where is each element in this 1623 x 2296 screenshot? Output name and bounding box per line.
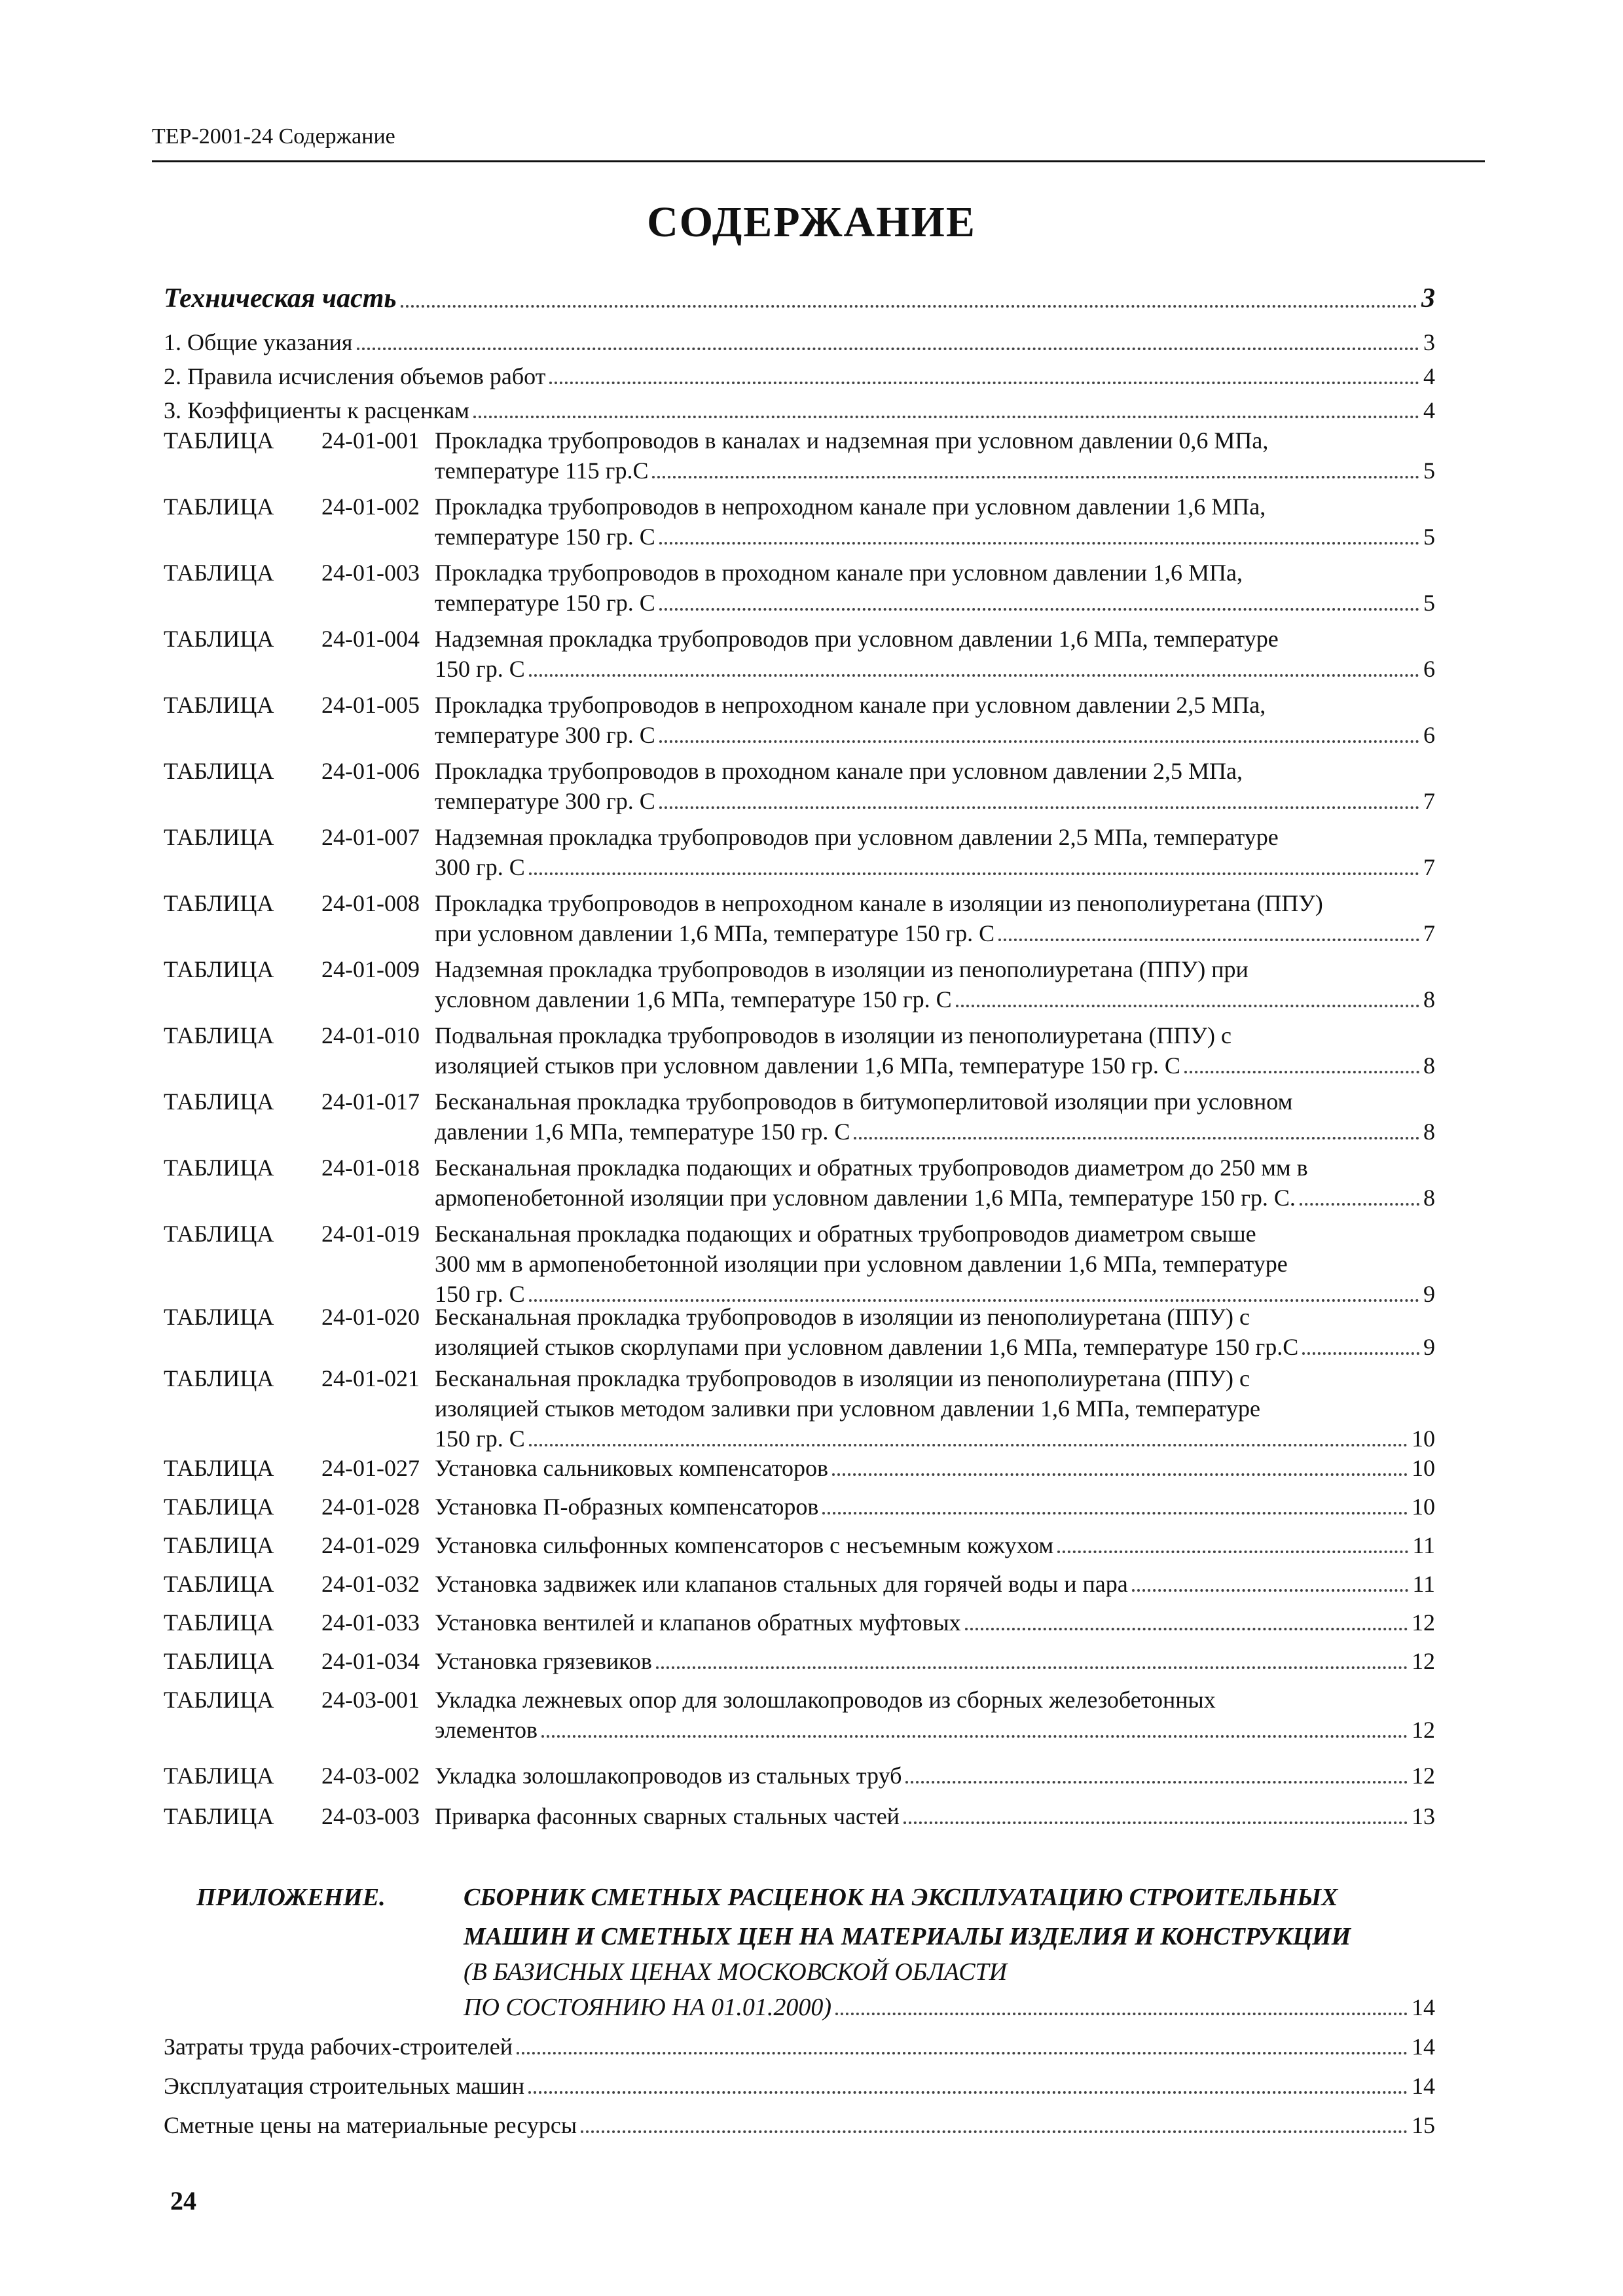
description-line: Прокладка трубопроводов в непроходном канале при условном давлении 1,6 МПа, <box>435 493 1266 520</box>
toc-table-entry[interactable] <box>164 1761 1435 1791</box>
description-last-line <box>435 1492 1435 1522</box>
toc-entry-page: 10 <box>1412 1494 1435 1520</box>
description-line: Приварка фасонных сварных стальных частей <box>435 1803 900 1829</box>
dot-leader <box>528 2091 1408 2094</box>
toc-entry-page: 13 <box>1412 1803 1435 1829</box>
description-line: Установка П-образных компенсаторов <box>435 1494 819 1520</box>
description-line: Укладка золошлакопроводов из стальных труб <box>435 1763 902 1789</box>
toc-entry-page: 14 <box>1412 1994 1435 2020</box>
toc-entry-section[interactable] <box>164 395 1435 425</box>
table-description <box>435 1569 1435 1599</box>
table-code: 24-01-032 <box>321 1571 420 1597</box>
toc-entry-page: 12 <box>1412 1609 1435 1636</box>
table-kind-label: ТАБЛИЦА <box>164 1763 274 1789</box>
description-last-line <box>435 1715 1435 1745</box>
table-kind-label: ТАБЛИЦА <box>164 758 274 784</box>
table-description <box>435 425 1435 486</box>
table-kind-label: ТАБЛИЦА <box>164 1532 274 1558</box>
table-description <box>435 1153 1435 1213</box>
toc-table-entry[interactable] <box>164 1607 1435 1638</box>
table-kind-label: ТАБЛИЦА <box>164 1088 274 1115</box>
appendix-label: ПРИЛОЖЕНИЕ. <box>196 1884 386 1911</box>
dot-leader <box>652 476 1419 478</box>
toc-entry-appendix[interactable] <box>464 1992 1435 2022</box>
toc-entry-page: 14 <box>1412 2034 1435 2060</box>
description-last-line <box>435 1801 1435 1831</box>
table-description <box>435 1302 1435 1362</box>
description-line: Установка грязевиков <box>435 1648 652 1674</box>
description-line: Надземная прокладка трубопроводов при условном давлении 1,6 МПа, температуре <box>435 626 1279 652</box>
description-line: изоляцией стыков методом заливки при условном давлении 1,6 МПа, температуре <box>435 1395 1260 1422</box>
toc-entry-page: 3 <box>1423 329 1435 355</box>
toc-entry-technical-part[interactable] <box>164 281 1435 315</box>
description-last-line <box>435 1183 1435 1213</box>
description-last-line <box>435 1530 1435 1560</box>
toc-entry-page: 3 <box>1421 283 1435 314</box>
table-code: 24-01-027 <box>321 1455 420 1481</box>
toc-entry-page: 9 <box>1423 1334 1435 1360</box>
toc-entry-page: 11 <box>1412 1532 1435 1558</box>
table-kind-label: ТАБЛИЦА <box>164 1609 274 1636</box>
description-line: температуре 115 гр.С <box>435 457 649 484</box>
description-line: Надземная прокладка трубопроводов в изоляции из пенополиуретана (ППУ) при <box>435 956 1249 982</box>
appendix-title-line: ПО СОСТОЯНИЮ НА 01.01.2000) <box>464 1994 832 2021</box>
dot-leader <box>1057 1551 1408 1553</box>
toc-table-entry[interactable] <box>164 888 1435 948</box>
toc-entry-page: 8 <box>1423 986 1435 1013</box>
description-line: температуре 300 гр. С <box>435 722 655 748</box>
toc-table-entry[interactable] <box>164 1530 1435 1560</box>
toc-table-entry[interactable] <box>164 1363 1435 1454</box>
toc-entry-page: 7 <box>1423 788 1435 814</box>
table-description <box>435 1020 1435 1081</box>
toc-table-entry[interactable] <box>164 425 1435 486</box>
description-line: Прокладка трубопроводов в каналах и надземная при условном давлении 0,6 МПа, <box>435 427 1269 454</box>
header-divider <box>152 160 1485 162</box>
description-last-line <box>435 984 1435 1014</box>
toc-entry-label: Затраты труда рабочих-строителей <box>164 2034 513 2060</box>
dot-leader <box>832 1473 1408 1476</box>
table-kind-label: ТАБЛИЦА <box>164 824 274 850</box>
toc-entry-label: Сметные цены на материальные ресурсы <box>164 2112 577 2138</box>
table-description <box>435 1607 1435 1638</box>
description-line: 150 гр. С <box>435 1426 525 1452</box>
table-description <box>435 1685 1435 1745</box>
dot-leader <box>581 2130 1408 2133</box>
toc-entry-page: 11 <box>1412 1571 1435 1597</box>
table-description <box>435 1086 1435 1147</box>
description-last-line <box>435 1607 1435 1638</box>
description-line: температуре 300 гр. С <box>435 788 655 814</box>
table-code: 24-01-034 <box>321 1648 420 1674</box>
table-kind-label: ТАБЛИЦА <box>164 1022 274 1049</box>
table-code: 24-03-001 <box>321 1687 420 1713</box>
toc-entry-page: 8 <box>1423 1119 1435 1145</box>
dot-leader <box>656 1666 1408 1669</box>
table-kind-label: ТАБЛИЦА <box>164 626 274 652</box>
description-last-line <box>435 654 1435 684</box>
table-kind-label: ТАБЛИЦА <box>164 1365 274 1391</box>
description-last-line <box>435 720 1435 750</box>
table-description <box>435 492 1435 552</box>
table-code: 24-01-029 <box>321 1532 420 1558</box>
table-kind-label: ТАБЛИЦА <box>164 1155 274 1181</box>
dot-leader <box>1184 1071 1419 1073</box>
dot-leader <box>541 1735 1408 1738</box>
toc-table-entry[interactable] <box>164 1569 1435 1599</box>
toc-entry-page: 5 <box>1423 457 1435 484</box>
dot-leader <box>905 1781 1408 1784</box>
toc-table-entry[interactable] <box>164 954 1435 1014</box>
table-description <box>435 954 1435 1014</box>
description-last-line <box>435 786 1435 816</box>
toc-table-entry[interactable] <box>164 1086 1435 1147</box>
description-line: Подвальная прокладка трубопроводов в изоляции из пенополиуретана (ППУ) с <box>435 1022 1232 1049</box>
dot-leader <box>659 542 1419 545</box>
table-kind-label: ТАБЛИЦА <box>164 956 274 982</box>
dot-leader <box>965 1628 1408 1630</box>
toc-table-entry[interactable] <box>164 690 1435 750</box>
dot-leader <box>659 740 1419 743</box>
toc-entry-page: 12 <box>1412 1648 1435 1674</box>
toc-table-entry[interactable] <box>164 822 1435 882</box>
toc-entry-page: 10 <box>1412 1455 1435 1481</box>
dot-leader <box>401 305 1417 308</box>
toc-table-entry[interactable] <box>164 1020 1435 1081</box>
toc-entry-appendix-item[interactable] <box>164 2071 1435 2101</box>
table-code: 24-01-005 <box>321 692 420 718</box>
description-last-line <box>435 1646 1435 1676</box>
description-line: Прокладка трубопроводов в проходном канале при условном давлении 1,6 МПа, <box>435 560 1243 586</box>
appendix-title-line: (В БАЗИСНЫХ ЦЕНАХ МОСКОВСКОЙ ОБЛАСТИ <box>464 1958 1008 1986</box>
table-kind-label: ТАБЛИЦА <box>164 1687 274 1713</box>
description-line: изоляцией стыков при условном давлении 1,6 МПа, температуре 150 гр. С <box>435 1052 1180 1079</box>
table-description <box>435 822 1435 882</box>
dot-leader <box>956 1005 1419 1007</box>
table-description <box>435 1761 1435 1791</box>
table-code: 24-01-004 <box>321 626 420 652</box>
toc-entry-page: 9 <box>1423 1281 1435 1307</box>
table-code: 24-01-028 <box>321 1494 420 1520</box>
toc-entry-page: 4 <box>1423 397 1435 423</box>
description-line: Бесканальная прокладка трубопроводов в изоляции из пенополиуретана (ППУ) с <box>435 1304 1250 1330</box>
dot-leader <box>529 872 1419 875</box>
table-code: 24-01-010 <box>321 1022 420 1049</box>
description-line: давлении 1,6 МПа, температуре 150 гр. С <box>435 1119 850 1145</box>
appendix-title-line: СБОРНИК СМЕТНЫХ РАСЦЕНОК НА ЭКСПЛУАТАЦИЮ СТРОИТЕЛЬНЫХ <box>464 1884 1338 1911</box>
table-kind-label: ТАБЛИЦА <box>164 1648 274 1674</box>
table-kind-label: ТАБЛИЦА <box>164 1571 274 1597</box>
table-kind-label: ТАБЛИЦА <box>164 1455 274 1481</box>
dot-leader <box>529 1444 1408 1446</box>
table-kind-label: ТАБЛИЦА <box>164 890 274 916</box>
description-last-line <box>435 1117 1435 1147</box>
table-kind-label: ТАБЛИЦА <box>164 493 274 520</box>
table-kind-label: ТАБЛИЦА <box>164 1304 274 1330</box>
description-last-line <box>435 1424 1435 1454</box>
table-kind-label: ТАБЛИЦА <box>164 1221 274 1247</box>
table-description <box>435 1801 1435 1831</box>
description-line: Бесканальная прокладка подающих и обратных трубопроводов диаметром до 250 мм в <box>435 1155 1308 1181</box>
table-description <box>435 1646 1435 1676</box>
toc-entry-page: 12 <box>1412 1717 1435 1743</box>
description-line: температуре 150 гр. С <box>435 524 655 550</box>
toc-entry-section[interactable] <box>164 327 1435 357</box>
dot-leader <box>517 2052 1408 2054</box>
table-description <box>435 690 1435 750</box>
description-line: 300 мм в армопенобетонной изоляции при условном давлении 1,6 МПа, температуре <box>435 1251 1288 1277</box>
toc-entry-page: 7 <box>1423 920 1435 946</box>
table-kind-label: ТАБЛИЦА <box>164 427 274 454</box>
dot-leader <box>1302 1352 1419 1355</box>
table-code: 24-01-008 <box>321 890 420 916</box>
table-description <box>435 1492 1435 1522</box>
toc-entry-page: 8 <box>1423 1185 1435 1211</box>
table-code: 24-01-033 <box>321 1609 420 1636</box>
toc-entry-page: 5 <box>1423 524 1435 550</box>
table-code: 24-01-021 <box>321 1365 420 1391</box>
table-kind-label: ТАБЛИЦА <box>164 560 274 586</box>
dot-leader <box>529 674 1419 677</box>
table-description <box>435 558 1435 618</box>
appendix-title-line: МАШИН И СМЕТНЫХ ЦЕН НА МАТЕРИАЛЫ ИЗДЕЛИЯ И КОНСТРУКЦИИ <box>464 1923 1351 1950</box>
dot-leader <box>822 1512 1408 1515</box>
toc-entry-page: 14 <box>1412 2073 1435 2099</box>
toc-table-entry[interactable] <box>164 756 1435 816</box>
toc-entry-page: 6 <box>1423 722 1435 748</box>
toc-table-entry[interactable] <box>164 1153 1435 1213</box>
description-last-line <box>435 522 1435 552</box>
table-code: 24-01-002 <box>321 493 420 520</box>
toc-table-entry[interactable] <box>164 1492 1435 1522</box>
description-last-line <box>435 456 1435 486</box>
description-line: Установка сильфонных компенсаторов с несъемным кожухом <box>435 1532 1054 1558</box>
table-description <box>435 756 1435 816</box>
dot-leader <box>1132 1589 1409 1592</box>
running-header: ТЕР-2001-24 Содержание <box>152 124 395 149</box>
table-code: 24-01-006 <box>321 758 420 784</box>
description-last-line <box>435 588 1435 618</box>
toc-entry-section[interactable] <box>164 361 1435 391</box>
dot-leader <box>473 416 1419 418</box>
description-last-line <box>435 1569 1435 1599</box>
table-code: 24-01-020 <box>321 1304 420 1330</box>
description-line: 150 гр. С <box>435 1281 525 1307</box>
table-kind-label: ТАБЛИЦА <box>164 1494 274 1520</box>
toc-entry-page: 6 <box>1423 656 1435 682</box>
toc-table-entry[interactable] <box>164 1302 1435 1362</box>
description-line: температуре 150 гр. С <box>435 590 655 616</box>
dot-leader <box>549 382 1419 384</box>
toc-table-entry[interactable] <box>164 492 1435 552</box>
description-line: Укладка лежневых опор для золошлакопроводов из сборных железобетонных <box>435 1687 1216 1713</box>
description-line: Бесканальная прокладка трубопроводов в изоляции из пенополиуретана (ППУ) с <box>435 1365 1250 1391</box>
toc-entry-page: 10 <box>1412 1426 1435 1452</box>
toc-entry-label: 1. Общие указания <box>164 329 353 355</box>
table-description <box>435 1219 1435 1309</box>
table-code: 24-01-019 <box>321 1221 420 1247</box>
table-kind-label: ТАБЛИЦА <box>164 1803 274 1829</box>
dot-leader <box>357 348 1420 350</box>
description-line: элементов <box>435 1717 538 1743</box>
toc-entry-appendix-item[interactable] <box>164 2032 1435 2062</box>
toc-entry-label: Эксплуатация строительных машин <box>164 2073 525 2099</box>
toc-entry-page: 4 <box>1423 363 1435 389</box>
description-line: при условном давлении 1,6 МПа, температуре 150 гр. С <box>435 920 995 946</box>
description-line: 150 гр. С <box>435 656 525 682</box>
table-description <box>435 1530 1435 1560</box>
description-last-line <box>435 918 1435 948</box>
page-title: СОДЕРЖАНИЕ <box>647 198 976 246</box>
dot-leader <box>998 939 1419 941</box>
description-line: армопенобетонной изоляции при условном давлении 1,6 МПа, температуре 150 гр. С. <box>435 1185 1296 1211</box>
toc-entry-label: 2. Правила исчисления объемов работ <box>164 363 546 389</box>
table-code: 24-01-003 <box>321 560 420 586</box>
toc-entry-appendix-item[interactable] <box>164 2110 1435 2140</box>
description-last-line <box>435 1761 1435 1791</box>
table-description <box>435 624 1435 684</box>
dot-leader <box>903 1821 1408 1824</box>
description-line: Установка задвижек или клапанов стальных для горячей воды и пара <box>435 1571 1128 1597</box>
toc-table-entry[interactable] <box>164 1453 1435 1483</box>
dot-leader <box>659 806 1419 809</box>
table-description <box>435 1363 1435 1454</box>
table-code: 24-01-007 <box>321 824 420 850</box>
table-description <box>435 888 1435 948</box>
description-line: Надземная прокладка трубопроводов при условном давлении 2,5 МПа, температуре <box>435 824 1279 850</box>
toc-table-entry[interactable] <box>164 558 1435 618</box>
toc-entry-page: 12 <box>1412 1763 1435 1789</box>
table-code: 24-01-009 <box>321 956 420 982</box>
toc-entry-page: 5 <box>1423 590 1435 616</box>
description-line: Установка сальниковых компенсаторов <box>435 1455 828 1481</box>
table-code: 24-01-017 <box>321 1088 420 1115</box>
description-last-line <box>435 1453 1435 1483</box>
table-description <box>435 1453 1435 1483</box>
toc-entry-label: Техническая часть <box>164 283 397 314</box>
toc-table-entry[interactable] <box>164 624 1435 684</box>
toc-entry-page: 8 <box>1423 1052 1435 1079</box>
description-line: изоляцией стыков скорлупами при условном давлении 1,6 МПа, температуре 150 гр.С <box>435 1334 1299 1360</box>
toc-table-entry[interactable] <box>164 1801 1435 1831</box>
dot-leader <box>854 1137 1419 1139</box>
table-code: 24-01-018 <box>321 1155 420 1181</box>
toc-table-entry[interactable] <box>164 1219 1435 1309</box>
description-last-line <box>435 1332 1435 1362</box>
dot-leader <box>835 2013 1408 2015</box>
description-line: условном давлении 1,6 МПа, температуре 150 гр. С <box>435 986 952 1013</box>
table-code: 24-03-003 <box>321 1803 420 1829</box>
dot-leader <box>1300 1203 1419 1206</box>
toc-entry-page: 7 <box>1423 854 1435 880</box>
description-line: Бесканальная прокладка подающих и обратных трубопроводов диаметром свыше <box>435 1221 1256 1247</box>
description-line: Установка вентилей и клапанов обратных муфтовых <box>435 1609 961 1636</box>
table-kind-label: ТАБЛИЦА <box>164 692 274 718</box>
description-line: Прокладка трубопроводов в проходном канале при условном давлении 2,5 МПа, <box>435 758 1243 784</box>
description-last-line <box>435 852 1435 882</box>
toc-entry-page: 15 <box>1412 2112 1435 2138</box>
description-line: 300 гр. С <box>435 854 525 880</box>
table-code: 24-01-001 <box>321 427 420 454</box>
toc-entry-label: 3. Коэффициенты к расценкам <box>164 397 469 423</box>
toc-table-entry[interactable] <box>164 1685 1435 1745</box>
page-number: 24 <box>170 2186 196 2215</box>
toc-table-entry[interactable] <box>164 1646 1435 1676</box>
table-code: 24-03-002 <box>321 1763 420 1789</box>
description-line: Прокладка трубопроводов в непроходном канале при условном давлении 2,5 МПа, <box>435 692 1266 718</box>
dot-leader <box>659 608 1419 611</box>
description-line: Бесканальная прокладка трубопроводов в битумоперлитовой изоляции при условном <box>435 1088 1293 1115</box>
description-last-line <box>435 1050 1435 1081</box>
description-line: Прокладка трубопроводов в непроходном канале в изоляции из пенополиуретана (ППУ) <box>435 890 1323 916</box>
